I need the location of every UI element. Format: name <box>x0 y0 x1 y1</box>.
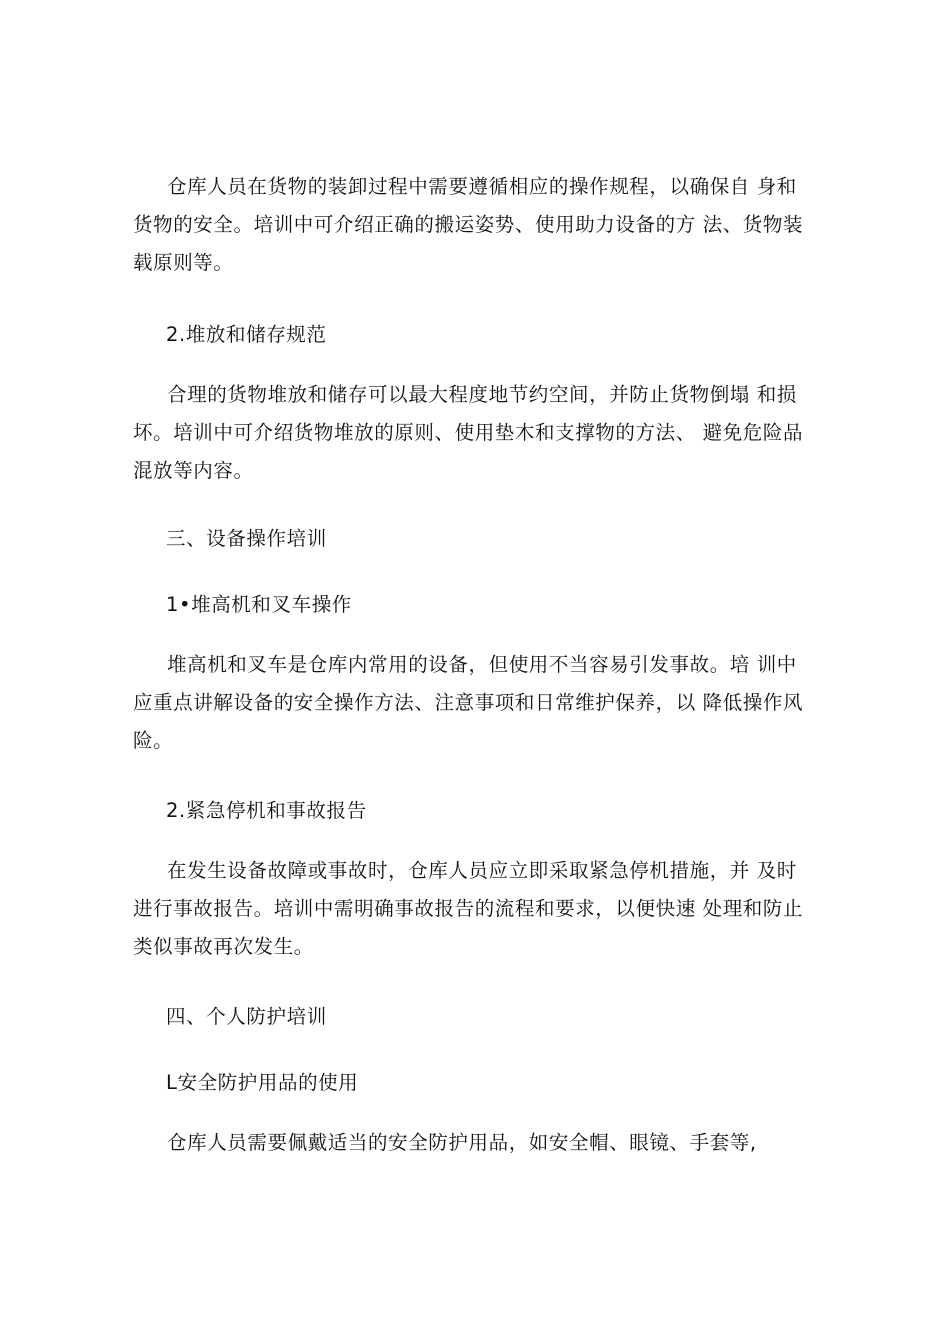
heading-protective-equipment: L安全防护用品的使用 <box>166 1071 359 1094</box>
paragraph-stacking-storage: 合理的货物堆放和储存可以最大程度地节约空间，并防止货物倒塌 和损坏。培训中可介绍货物堆放的原则、使用垫木和支撑物的方法、 避免危险品混放等内容。 <box>133 383 804 482</box>
paragraph-cargo-handling: 仓库人员在货物的装卸过程中需要遵循相应的操作规程，以确保自 身和货物的安全。培训中可介绍正确的搬运姿势、使用助力设备的方 法、货物装载原则等。 <box>133 175 804 274</box>
paragraph-protective-equipment: 仓库人员需要佩戴适当的安全防护用品，如安全帽、眼镜、手套等, <box>167 1131 757 1154</box>
paragraph-forklift-operation: 堆高机和叉车是仓库内常用的设备，但使用不当容易引发事故。培 训中应重点讲解设备的安全操作方法、注意事项和日常维护保养，以 降低操作风险。 <box>133 653 804 752</box>
heading-stacking-storage: 2.堆放和储存规范 <box>166 323 327 346</box>
paragraph-emergency-stop: 在发生设备故障或事故时，仓库人员应立即采取紧急停机措施，并 及时进行事故报告。培训中需明确事故报告的流程和要求，以便快速 处理和防止类似事故再次发生。 <box>133 859 804 958</box>
heading-equipment-training: 三、设备操作培训 <box>166 527 327 550</box>
heading-forklift-operation: 1•堆高机和叉车操作 <box>166 593 352 616</box>
heading-emergency-stop: 2.紧急停机和事故报告 <box>166 799 367 822</box>
heading-personal-protection: 四、个人防护培训 <box>166 1005 327 1028</box>
